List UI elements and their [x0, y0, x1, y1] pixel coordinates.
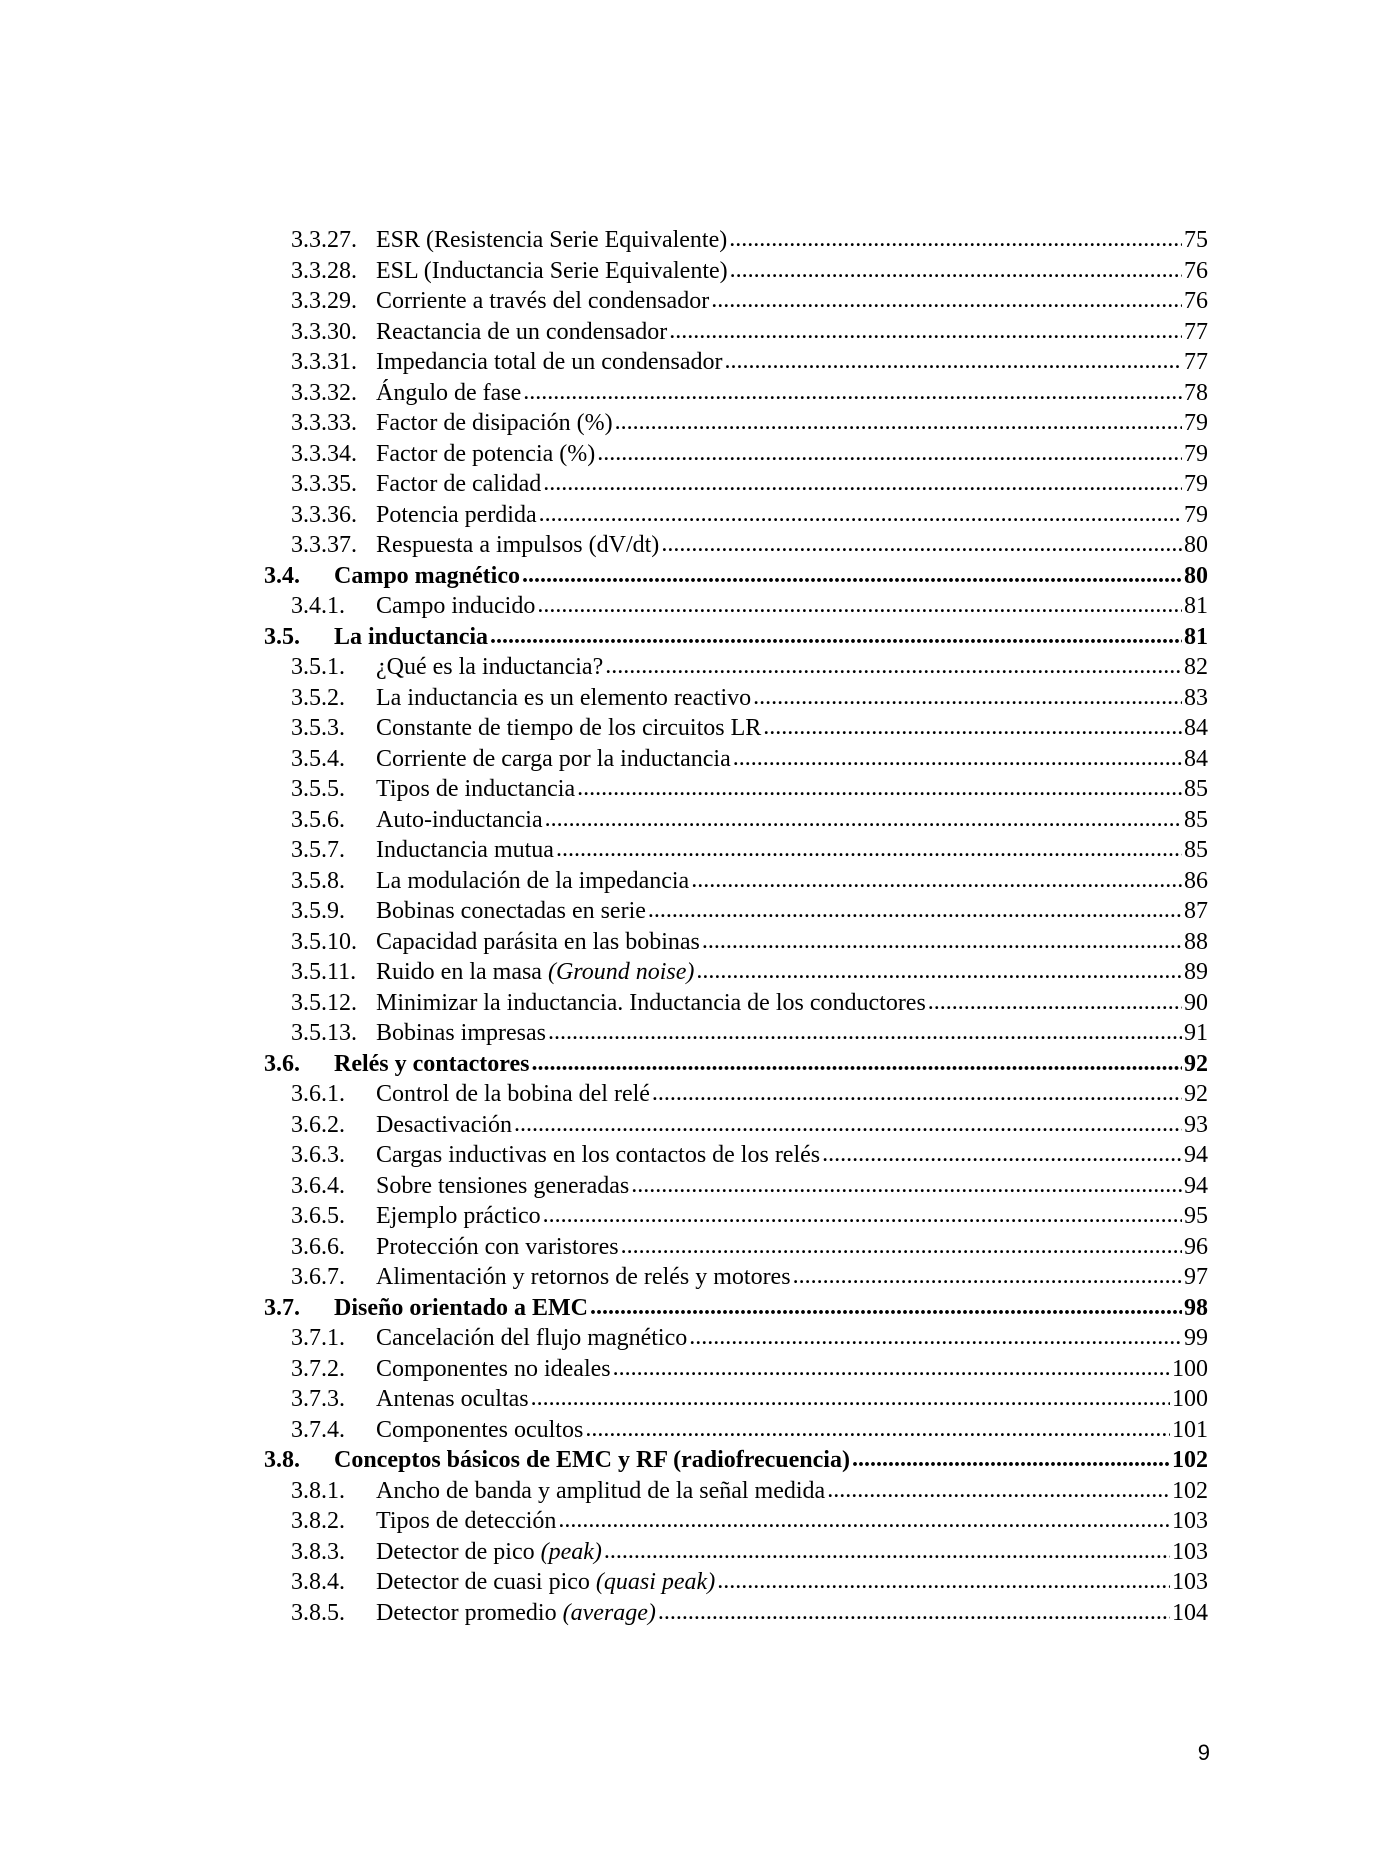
toc-entry-page: 101 [1172, 1416, 1208, 1443]
toc-entry-title [376, 286, 709, 317]
toc-entry-number: 3.5.11. [291, 959, 357, 985]
toc-entry-number: 3.3.36. [291, 501, 357, 528]
toc-entry-title [376, 1079, 650, 1110]
toc-entry-page: 89 [1184, 959, 1208, 985]
dot-leader [615, 407, 1182, 438]
toc-entry-number: 3.8.2. [291, 1508, 345, 1534]
toc-entry-title [376, 957, 694, 988]
toc-entry-number: 3.6.7. [291, 1264, 345, 1290]
toc-entry-page: 80 [1184, 532, 1208, 558]
toc-entry-number: 3.5.7. [291, 837, 345, 863]
toc-entry-number: 3.8.4. [291, 1569, 345, 1595]
toc-entry-number: 3.6.1. [291, 1081, 345, 1107]
toc-entry-title-text: Tipos de detección [376, 1508, 557, 1534]
toc-entry-title [376, 530, 659, 561]
toc-entry-title [376, 1110, 512, 1141]
dot-leader [822, 1139, 1182, 1170]
toc-entry-title [376, 1506, 556, 1537]
toc-entry-number: 3.5.13. [291, 1020, 357, 1046]
toc-entry-page: 100 [1172, 1355, 1208, 1382]
toc-entry-title [376, 774, 575, 805]
toc-entry-number: 3.5.2. [291, 684, 345, 711]
dot-leader [928, 987, 1182, 1018]
toc-entry-page: 90 [1184, 989, 1208, 1016]
toc-subsection-entry[interactable] [264, 439, 1208, 470]
toc-entry-number: 3.7.4. [291, 1416, 345, 1443]
toc-entry-page: 103 [1172, 1508, 1208, 1534]
toc-entry-page: 76 [1184, 257, 1208, 284]
toc-entry-title-text: Desactivación [376, 1111, 512, 1138]
dot-leader [717, 1566, 1170, 1597]
toc-subsection-entry[interactable] [264, 1598, 1208, 1629]
toc-entry-title [376, 652, 603, 683]
dot-leader [532, 1048, 1183, 1079]
toc-subsection-entry[interactable] [264, 1537, 1208, 1568]
toc-entry-page: 98 [1184, 1294, 1208, 1321]
toc-entry-number: 3.5.9. [291, 898, 345, 924]
toc-entry-title-text: Relés y contactores [334, 1050, 530, 1077]
toc-subsection-entry[interactable] [264, 256, 1208, 287]
toc-subsection-entry[interactable] [264, 957, 1208, 988]
toc-entry-title-text: Inductancia mutua [376, 837, 554, 863]
dot-leader [763, 712, 1182, 743]
toc-entry-page: 104 [1172, 1599, 1208, 1626]
toc-entry-title [376, 988, 926, 1019]
toc-entry-page: 84 [1184, 745, 1208, 772]
toc-entry-page: 92 [1184, 1081, 1208, 1107]
toc-entry-title [376, 225, 727, 256]
toc-entry-number: 3.6. [264, 1050, 300, 1077]
toc-entry-title [376, 927, 700, 958]
dot-leader [548, 1017, 1182, 1048]
toc-entry-page: 97 [1184, 1264, 1208, 1290]
toc-entry-title [376, 1201, 541, 1232]
toc-entry-title-text: Auto-inductancia [376, 806, 543, 833]
dot-leader [590, 1292, 1182, 1323]
toc-entry-title [334, 622, 488, 653]
toc-entry-page: 84 [1184, 715, 1208, 741]
toc-subsection-entry[interactable] [264, 866, 1208, 897]
toc-entry-number: 3.3.30. [291, 318, 357, 345]
toc-entry-number: 3.3.34. [291, 440, 357, 467]
toc-entry-number: 3.7.3. [291, 1386, 345, 1412]
toc-entry-page: 103 [1172, 1538, 1208, 1565]
dot-leader [597, 438, 1182, 469]
toc-entry-title [376, 713, 761, 744]
toc-subsection-entry[interactable] [264, 225, 1208, 256]
dot-leader [613, 1353, 1170, 1384]
toc-subsection-entry[interactable] [264, 591, 1208, 622]
toc-entry-page: 99 [1184, 1325, 1208, 1351]
toc-subsection-entry[interactable] [264, 1018, 1208, 1049]
toc-section-entry[interactable] [264, 1049, 1208, 1080]
toc-subsection-entry[interactable] [264, 744, 1208, 775]
dot-leader [648, 895, 1182, 926]
toc-entry-page: 103 [1172, 1569, 1208, 1595]
toc-subsection-entry[interactable] [264, 1476, 1208, 1507]
toc-section-entry[interactable] [264, 622, 1208, 653]
toc-entry-page: 82 [1184, 654, 1208, 680]
toc-entry-page: 88 [1184, 928, 1208, 955]
toc-entry-number: 3.7.2. [291, 1355, 345, 1382]
toc-subsection-entry[interactable] [264, 1506, 1208, 1537]
toc-entry-title [376, 1323, 687, 1354]
toc-entry-title-text: Ancho de banda y amplitud de la señal medida [376, 1477, 826, 1504]
toc-entry-number: 3.6.3. [291, 1142, 345, 1168]
toc-entry-title-text: Detector de cuasi pico [376, 1569, 596, 1595]
toc-entry-number: 3.8. [264, 1447, 300, 1473]
toc-entry-title-text: Ruido en la masa [376, 959, 548, 985]
dot-leader [631, 1170, 1182, 1201]
toc-entry-title [376, 835, 554, 866]
toc-entry-title [376, 1415, 583, 1446]
dot-leader [604, 1536, 1170, 1567]
toc-entry-title [376, 1171, 629, 1202]
dot-leader [621, 1231, 1182, 1262]
toc-entry-number: 3.8.5. [291, 1599, 345, 1626]
toc-entry-title [376, 439, 595, 470]
toc-entry-title-text: Componentes ocultos [376, 1416, 584, 1443]
toc-subsection-entry[interactable] [264, 1262, 1208, 1293]
dot-leader [531, 1383, 1170, 1414]
toc-entry-number: 3.3.29. [291, 288, 357, 314]
toc-entry-page: 102 [1172, 1477, 1208, 1504]
toc-entry-page: 94 [1184, 1172, 1208, 1199]
toc-subsection-entry[interactable] [264, 378, 1208, 409]
toc-entry-title [376, 1018, 546, 1049]
dot-leader [702, 926, 1182, 957]
toc-subsection-entry[interactable] [264, 286, 1208, 317]
toc-entry-title-text: Detector promedio [376, 1599, 563, 1626]
toc-entry-page: 77 [1184, 349, 1208, 375]
toc-entry-title-text: Protección con varistores [376, 1233, 619, 1260]
toc-entry-title-text: Ejemplo práctico [376, 1203, 541, 1229]
toc-subsection-entry[interactable] [264, 774, 1208, 805]
toc-entry-number: 3.6.4. [291, 1172, 345, 1199]
toc-entry-title-text: Ángulo de fase [376, 379, 522, 406]
toc-entry-page: 81 [1184, 593, 1208, 619]
toc-subsection-entry[interactable] [264, 500, 1208, 531]
dot-leader [522, 560, 1182, 591]
toc-entry-number: 3.8.3. [291, 1538, 345, 1565]
toc-entry-page: 86 [1184, 867, 1208, 894]
dot-leader [689, 1322, 1182, 1353]
toc-entry-title [334, 1049, 530, 1080]
dot-leader [537, 590, 1182, 621]
toc-entry-page: 96 [1184, 1233, 1208, 1260]
toc-entry-title-text: La inductancia [334, 623, 489, 650]
toc-entry-title-text: ESL (Inductancia Serie Equivalente) [376, 257, 728, 284]
toc-subsection-entry[interactable] [264, 1110, 1208, 1141]
toc-entry-title [334, 1445, 850, 1476]
toc-entry-page: 94 [1184, 1142, 1208, 1168]
toc-entry-page: 100 [1172, 1386, 1208, 1412]
dot-leader [543, 1200, 1182, 1231]
dot-leader [729, 224, 1182, 255]
toc-entry-title-text: Alimentación y retornos de relés y motores [376, 1264, 791, 1290]
dot-leader [753, 682, 1182, 713]
toc-subsection-entry[interactable] [264, 1384, 1208, 1415]
dot-leader [852, 1444, 1170, 1475]
toc-entry-title [376, 1354, 611, 1385]
toc-entry-title [376, 866, 689, 897]
toc-entry-page: 95 [1184, 1203, 1208, 1229]
toc-entry-title-text: Campo inducido [376, 593, 536, 619]
toc-entry-title [376, 805, 543, 836]
toc-entry-number: 3.5.4. [291, 745, 345, 772]
toc-entry-number: 3.3.33. [291, 410, 357, 436]
toc-entry-number: 3.3.37. [291, 532, 357, 558]
dot-leader [558, 1505, 1170, 1536]
dot-leader [577, 773, 1182, 804]
toc-entry-title-text: Minimizar la inductancia. Inductancia de los conductores [376, 989, 926, 1016]
toc-entry-number: 3.5.3. [291, 715, 345, 741]
toc-subsection-entry[interactable] [264, 1354, 1208, 1385]
toc-subsection-entry[interactable] [264, 683, 1208, 714]
toc-entry-title [376, 469, 541, 500]
toc-entry-number: 3.5. [264, 623, 300, 650]
toc-entry-page: 79 [1184, 471, 1208, 497]
toc-entry-number: 3.5.5. [291, 776, 345, 802]
dot-leader [545, 804, 1182, 835]
toc-entry-title [376, 1567, 715, 1598]
toc-entry-title-text: La inductancia es un elemento reactivo [376, 684, 752, 711]
toc-entry-title-text: Componentes no ideales [376, 1355, 611, 1382]
toc-entry-title-text: Conceptos básicos de EMC y RF (radiofrecuencia) [334, 1447, 850, 1473]
toc-entry-title-text: Impedancia total de un condensador [376, 349, 723, 375]
dot-leader [523, 377, 1182, 408]
toc-entry-page: 102 [1172, 1447, 1208, 1473]
toc-entry-title [376, 408, 613, 439]
toc-entry-number: 3.6.5. [291, 1203, 345, 1229]
dot-leader [733, 743, 1182, 774]
toc-entry-title [376, 744, 731, 775]
toc-entry-title-text: Sobre tensiones generadas [376, 1172, 630, 1199]
toc-entry-title [376, 896, 646, 927]
dot-leader [539, 499, 1182, 530]
toc-entry-number: 3.3.31. [291, 349, 357, 375]
toc-entry-page: 77 [1184, 318, 1208, 345]
toc-entry-title-text: ¿Qué es la inductancia? [376, 654, 604, 680]
dot-leader [661, 529, 1182, 560]
toc-entry-number: 3.3.32. [291, 379, 357, 406]
toc-entry-number: 3.5.6. [291, 806, 345, 833]
dot-leader [514, 1109, 1182, 1140]
toc-entry-title [376, 1476, 825, 1507]
dot-leader [730, 255, 1182, 286]
dot-leader [669, 316, 1182, 347]
toc-subsection-entry[interactable] [264, 988, 1208, 1019]
toc-subsection-entry[interactable] [264, 1232, 1208, 1263]
dot-leader [543, 468, 1182, 499]
toc-entry-title-text: Corriente de carga por la inductancia [376, 745, 731, 772]
toc-entry-number: 3.4.1. [291, 593, 345, 619]
toc-entry-title-text: Reactancia de un condensador [376, 318, 668, 345]
toc-entry-title [334, 561, 520, 592]
dot-leader [691, 865, 1182, 896]
toc-entry-title [376, 1262, 791, 1293]
toc-entry-title-text: Antenas ocultas [376, 1386, 529, 1412]
dot-leader [725, 346, 1182, 377]
dot-leader [585, 1414, 1170, 1445]
table-of-contents [264, 225, 1208, 1628]
toc-entry-title-text: Detector de pico [376, 1538, 541, 1565]
toc-subsection-entry[interactable] [264, 652, 1208, 683]
toc-entry-title-text: Potencia perdida [376, 501, 537, 528]
toc-entry-number: 3.8.1. [291, 1477, 345, 1504]
dot-leader [827, 1475, 1170, 1506]
toc-entry-title [376, 347, 723, 378]
toc-entry-page: 79 [1184, 410, 1208, 436]
toc-entry-title [376, 591, 535, 622]
toc-entry-title [376, 683, 751, 714]
toc-entry-title [376, 500, 537, 531]
toc-subsection-entry[interactable] [264, 1079, 1208, 1110]
dot-leader [605, 651, 1182, 682]
toc-entry-title-text: ESR (Resistencia Serie Equivalente) [376, 227, 728, 253]
toc-entry-page: 85 [1184, 806, 1208, 833]
page-number: 9 [1197, 1740, 1210, 1765]
toc-entry-number: 3.5.12. [291, 989, 357, 1016]
toc-entry-number: 3.6.6. [291, 1233, 345, 1260]
toc-subsection-entry[interactable] [264, 1415, 1208, 1446]
toc-entry-title [376, 378, 521, 409]
toc-entry-page: 79 [1184, 501, 1208, 528]
toc-section-entry[interactable] [264, 1445, 1208, 1476]
dot-leader [658, 1597, 1170, 1628]
toc-entry-title-text: Campo magnético [334, 562, 520, 589]
toc-entry-number: 3.3.35. [291, 471, 357, 497]
toc-subsection-entry[interactable] [264, 408, 1208, 439]
toc-entry-title-text: Factor de calidad [376, 471, 542, 497]
toc-entry-title-english: (quasi peak) [595, 1569, 716, 1595]
toc-entry-title [376, 1537, 602, 1568]
toc-entry-title [376, 1232, 619, 1263]
toc-subsection-entry[interactable] [264, 530, 1208, 561]
toc-entry-page: 91 [1184, 1020, 1208, 1046]
toc-subsection-entry[interactable] [264, 713, 1208, 744]
toc-section-entry[interactable] [264, 561, 1208, 592]
toc-entry-title-text: Bobinas impresas [376, 1020, 546, 1046]
toc-subsection-entry[interactable] [264, 896, 1208, 927]
toc-subsection-entry[interactable] [264, 1171, 1208, 1202]
toc-entry-title-text: Capacidad parásita en las bobinas [376, 928, 700, 955]
dot-leader [556, 834, 1182, 865]
toc-section-entry[interactable] [264, 1293, 1208, 1324]
toc-entry-title [376, 1384, 529, 1415]
toc-entry-page: 78 [1184, 379, 1208, 406]
toc-subsection-entry[interactable] [264, 1567, 1208, 1598]
toc-entry-title-text: Factor de potencia (%) [376, 440, 596, 467]
toc-entry-title-text: Constante de tiempo de los circuitos LR [376, 715, 762, 741]
toc-entry-title-english: (peak) [540, 1538, 602, 1565]
toc-entry-title [376, 317, 667, 348]
dot-leader [652, 1078, 1182, 1109]
toc-entry-title-text: Cargas inductivas en los contactos de los relés [376, 1142, 821, 1168]
toc-entry-page: 85 [1184, 776, 1208, 802]
toc-entry-page: 76 [1184, 288, 1208, 314]
toc-subsection-entry[interactable] [264, 805, 1208, 836]
toc-subsection-entry[interactable] [264, 317, 1208, 348]
toc-entry-page: 93 [1184, 1111, 1208, 1138]
toc-entry-title-text: Diseño orientado a EMC [334, 1294, 588, 1321]
toc-entry-title-text: Cancelación del flujo magnético [376, 1325, 688, 1351]
dot-leader [490, 621, 1182, 652]
toc-entry-page: 87 [1184, 898, 1208, 924]
toc-entry-number: 3.4. [264, 562, 300, 589]
toc-entry-page: 83 [1184, 684, 1208, 711]
toc-subsection-entry[interactable] [264, 1201, 1208, 1232]
toc-entry-title-english: (Ground noise) [547, 959, 695, 985]
toc-entry-title-english: (average) [562, 1599, 656, 1626]
toc-subsection-entry[interactable] [264, 927, 1208, 958]
toc-entry-title-text: Factor de disipación (%) [376, 410, 613, 436]
toc-subsection-entry[interactable] [264, 1323, 1208, 1354]
toc-entry-title-text: Respuesta a impulsos (dV/dt) [376, 532, 660, 558]
toc-entry-title [376, 256, 728, 287]
toc-entry-number: 3.3.28. [291, 257, 357, 284]
toc-entry-number: 3.7.1. [291, 1325, 345, 1351]
toc-entry-page: 75 [1184, 227, 1208, 253]
toc-entry-title-text: Tipos de inductancia [376, 776, 576, 802]
dot-leader [711, 285, 1182, 316]
toc-entry-page: 81 [1184, 623, 1208, 650]
toc-entry-title [376, 1140, 820, 1171]
toc-subsection-entry[interactable] [264, 1140, 1208, 1171]
toc-entry-title-text: La modulación de la impedancia [376, 867, 690, 894]
toc-entry-title [334, 1293, 588, 1324]
toc-subsection-entry[interactable] [264, 469, 1208, 500]
toc-entry-number: 3.5.8. [291, 867, 345, 894]
toc-entry-title-text: Bobinas conectadas en serie [376, 898, 646, 924]
toc-entry-title-text: Corriente a través del condensador [376, 288, 710, 314]
toc-entry-title [376, 1598, 656, 1629]
toc-entry-title-text: Control de la bobina del relé [376, 1081, 650, 1107]
toc-entry-number: 3.5.10. [291, 928, 357, 955]
toc-entry-page: 85 [1184, 837, 1208, 863]
dot-leader [696, 956, 1182, 987]
toc-entry-number: 3.3.27. [291, 227, 357, 253]
toc-entry-page: 80 [1184, 562, 1208, 589]
toc-entry-number: 3.6.2. [291, 1111, 345, 1138]
toc-entry-page: 92 [1184, 1050, 1208, 1077]
toc-subsection-entry[interactable] [264, 347, 1208, 378]
toc-entry-page: 79 [1184, 440, 1208, 467]
dot-leader [793, 1261, 1182, 1292]
toc-entry-number: 3.7. [264, 1294, 300, 1321]
toc-subsection-entry[interactable] [264, 835, 1208, 866]
toc-entry-number: 3.5.1. [291, 654, 345, 680]
